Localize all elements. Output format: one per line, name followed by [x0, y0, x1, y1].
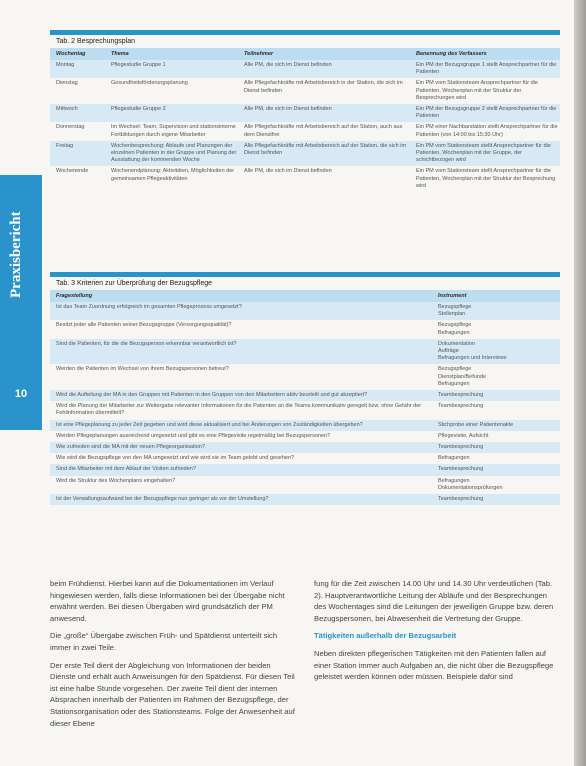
table-row: [50, 104, 560, 122]
table-cell: Ein PM der Bezugsgruppe 2 stellt Ansprechpartner für die Patienten: [416, 106, 557, 120]
table-3: [50, 272, 560, 505]
table-cell: Wie zufrieden sind die MA mit der neuen Pflegeorganisation?: [56, 444, 205, 451]
table-cell: Im Wechsel: Team, Supervision und stationsinterne Fortbildungen durch eigene Mitarbeiter: [111, 124, 236, 138]
table-cell: Teambesprechung: [438, 392, 484, 399]
table-cell: Bezugspflege Stellenplan: [438, 304, 472, 318]
table-row: [50, 476, 560, 494]
table-cell: Alle PM, die sich im Dienst befinden: [244, 168, 332, 175]
table-cell: Ein PM vom Stationsteam stellt Ansprechpartner für die Patienten, Wochenplan mit der Struktur der Besprechung wird: [416, 168, 556, 189]
table-3-header: [50, 290, 560, 302]
table-row: [50, 453, 560, 464]
paragraph: Neben direkten pflegerischen Tätigkeiten mit den Patienten fallen auf einer Station immer auch Aufgaben an, die nicht über die Bezugspflege geleistet werden können oder müssen. Beispiele dafür sind: [314, 648, 554, 682]
body-column-left: [50, 578, 296, 735]
table-cell: Wird die Struktur des Wochenplans eingehalten?: [56, 477, 176, 484]
table-cell: Teambesprechung: [438, 496, 484, 503]
table-row: [50, 339, 560, 365]
table-cell: Alle Pflegefachkräfte mit Arbeitsbereich in der Station, die sich im Dienst befinden: [244, 80, 403, 94]
table-cell: Mittwoch: [56, 106, 78, 113]
table-row: [50, 442, 560, 453]
table-cell: Ein PM vom Stationsteam stellt Ansprechpartner für die Patienten, Wochenplan mit der Gruppe, der schichtbezogen wird: [416, 142, 551, 164]
table-cell: Teambesprechung: [438, 466, 484, 473]
table-cell: Alle PM, die sich im Dienst befinden: [244, 62, 332, 68]
table-row: [50, 302, 560, 320]
page-number: 10: [14, 388, 28, 400]
table-row: [50, 420, 560, 431]
column-header: Teilnehmer: [244, 51, 274, 57]
section-heading: Tätigkeiten außerhalb der Bezugsarbeit: [314, 631, 457, 641]
table-cell: Wird die Planung der Mitarbeiter zur Weitergabe relevanter Informationen für die Patienten an die Teams kommunikativ geregelt bzw. ohne Gefahr der Fehlinformation übermittelt?: [56, 403, 422, 417]
table-cell: Pflegestudie Gruppe 2: [111, 106, 166, 113]
table-cell: Sind die Mitarbeiter mit dem Ablauf der Visiten zufrieden?: [56, 466, 196, 473]
table-row: [50, 78, 560, 104]
table-cell: Freitag: [56, 142, 74, 149]
paragraph: beim Frühdienst. Hierbei kann auf die Dokumentationen im Verlauf hingewiesen werden, falls diese Informationen bei der Übergabe nicht erwähnt werden. Bei diesen Übergaben wird grundsätzlich der PM anwesend.: [50, 579, 285, 623]
table-row: [50, 122, 560, 140]
table-3-caption: Tab. 3 Kriterien zur Überprüfung der Bezugspflege: [56, 280, 213, 287]
table-2-caption: Tab. 2 Besprechungsplan: [56, 38, 135, 45]
table-cell: Teambesprechung: [438, 403, 484, 410]
paragraph: fung für die Zeit zwischen 14.00 Uhr und 14.30 Uhr verdeutlichen (Tab. 2). Hauptverantwortliche Leitung der Abläufe und der Besprechungen des Wochentages sind die Leitungen der jeweiligen Gruppe bzw. deren Bezugspersonen, bei Abwesenheit die Vertretung der Gruppe.: [314, 579, 554, 623]
table-cell: Befragungen Dokumentationsprüfungen: [438, 477, 503, 491]
table-cell: Bezugspflege Dienstplan/Befunde Befragungen: [438, 366, 487, 387]
table-cell: Wochenendplanung: Aktivitäten, Möglichkeiten der gemeinsamen Pflegeaktivitäten: [111, 168, 235, 182]
table-row: [50, 464, 560, 475]
table-2: [50, 30, 560, 192]
table-cell: Stichprobe einer Patientenakte: [438, 421, 514, 428]
section-side-tab: [0, 175, 42, 430]
table-cell: Wie wird die Bezugspflege von den MA umgesetzt und wie wird sie im Team gelebt und gesehen?: [56, 455, 295, 462]
table-cell: Ein PM der Bezugsgruppe 1 stellt Ansprechpartner für die Patienten: [416, 62, 557, 76]
column-header: Thema: [111, 51, 129, 57]
table-row: [50, 141, 560, 167]
table-cell: Pflegestudie Gruppe 1: [111, 62, 166, 68]
table-cell: Pflegevisite, Aufsicht: [438, 432, 489, 439]
body-column-right: [314, 578, 560, 689]
table-row: [50, 166, 560, 192]
table-cell: Bezugspflege Befragungen: [438, 322, 472, 336]
table-cell: Befragungen: [438, 455, 470, 462]
table-row: [50, 390, 560, 401]
table-cell: Alle Pflegefachkräfte mit Arbeitsbereich auf der Station, die sich im Dienst befinden: [244, 142, 407, 157]
column-header: Benennung des Verfassers: [416, 51, 487, 57]
table-cell: Donnerstag: [56, 124, 85, 131]
table-3-body: [50, 302, 560, 505]
table-cell: Werden die Patienten im Wechsel von ihrem Bezugspersonen betreut?: [56, 366, 229, 373]
column-header: Instrument: [438, 293, 467, 299]
table-row: [50, 401, 560, 419]
table-cell: Wochenende: [56, 168, 89, 175]
table-cell: Alle PM, die sich im Dienst befinden: [244, 106, 332, 113]
table-cell: Ein PM vom Stationsteam Ansprechpartner für die Patienten, Wochenplan mit der Struktur der Besprechungen wird: [416, 80, 538, 101]
table-cell: Alle Pflegefachkräfte mit Arbeitsbereich auf der Station, auch aus dem Dienstfrei: [244, 124, 403, 138]
table-cell: Ist der Verwaltungsaufwand bei der Bezugspflege nun geringer als vor der Umstellung?: [56, 496, 269, 503]
table-row: [50, 364, 560, 390]
table-row: [50, 60, 560, 78]
table-cell: Ist eine Pflegeplanung zu jeder Zeit gegeben und wird diese aktualisiert und bei Änderungen von Zuständigkeiten übergeben?: [56, 421, 363, 428]
column-header: Fragestellung: [56, 293, 93, 299]
table-cell: Montag: [56, 62, 75, 68]
table-cell: Gesundheitsförderungsplanung: [111, 80, 188, 87]
table-cell: Sind die Patienten, für die die Bezugsperson erkennbar verantwortlich ist?: [56, 340, 237, 347]
table-row: [50, 431, 560, 442]
table-cell: Werden Pflegeplanungen ausreichend umgesetzt und gibt es eine Pflegevisite regelmäßig bei Bezugspersonen?: [56, 432, 331, 439]
section-label: Praxisbericht: [8, 211, 24, 299]
paragraph: Die „große“ Übergabe zwischen Früh- und Spätdienst unterteilt sich immer in zwei Teile.: [50, 631, 278, 652]
column-header: Wochentag: [56, 51, 86, 57]
table-cell: Teambesprechung: [438, 444, 484, 451]
table-row: [50, 320, 560, 338]
table-cell: Wochenbesprechung: Ablaufe und Planungen der einzelnen Patienten in der Gruppe und Planung der Ausstattung der kommenden Woche: [111, 142, 237, 164]
paragraph: Der erste Teil dient der Abgleichung von Informationen der beiden Dienste und erhält auch Anweisungen für den Spätdienst. Für diesen Teil ist eine halbe Stunde vorgesehen. Der zweite Teil dient der internen Absprachen innerhalb der Patienten im Rahmen der Bezugspflege, der Stationsorganisation oder des Stationsteams. Folge der Anwesenheit auf dieser Ebene: [50, 660, 295, 728]
table-cell: Wird die Aufteilung der MA in den Gruppen mit Patienten in den Gruppen von den Mitarbeitern aktiv beurteilt und gut akzeptiert?: [56, 392, 368, 399]
table-cell: Besitzt jeder alle Patienten seiner Bezugsgruppe (Versorgungsqualität)?: [56, 322, 232, 329]
table-cell: Dienstag: [56, 80, 78, 87]
page-binding-edge: [574, 0, 586, 766]
table-row: [50, 494, 560, 505]
table-2-header: [50, 48, 560, 60]
table-2-body: [50, 60, 560, 192]
table-cell: Ist das Team Zuordnung erfolgreich im gesamten Pflegeprozess umgesetzt?: [56, 304, 242, 310]
table-cell: Ein PM einer Nachbarstation stellt Ansprechpartner für die Patienten (von 14:00 bis 15:30 Uhr): [416, 124, 558, 138]
table-cell: Dokumentation Aufträge Befragungen und Interviews: [438, 340, 507, 362]
